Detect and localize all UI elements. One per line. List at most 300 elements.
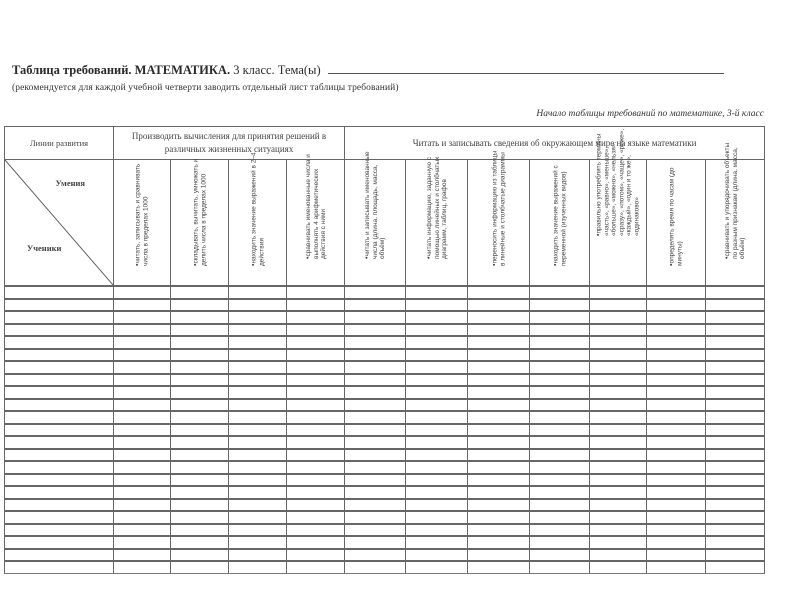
student-name-cell[interactable]: [5, 411, 114, 424]
skill-mark-cell[interactable]: [229, 386, 287, 399]
skill-mark-cell[interactable]: [287, 549, 345, 562]
skill-mark-cell[interactable]: [406, 474, 468, 487]
skill-mark-cell[interactable]: [287, 411, 345, 424]
skill-mark-cell[interactable]: [468, 436, 530, 449]
skill-mark-cell[interactable]: [706, 549, 765, 562]
skill-mark-cell[interactable]: [530, 311, 590, 324]
skill-mark-cell[interactable]: [468, 549, 530, 562]
skill-mark-cell[interactable]: [114, 299, 171, 312]
skill-mark-cell[interactable]: [345, 474, 406, 487]
skill-mark-cell[interactable]: [345, 499, 406, 512]
student-row: [5, 386, 765, 399]
skill-mark-cell[interactable]: [345, 461, 406, 474]
skill-mark-cell[interactable]: [706, 474, 765, 487]
skill-mark-cell[interactable]: [406, 536, 468, 549]
skill-mark-cell[interactable]: [345, 549, 406, 562]
skill-mark-cell[interactable]: [406, 411, 468, 424]
skill-mark-cell[interactable]: [171, 336, 229, 349]
skill-mark-cell[interactable]: [229, 524, 287, 537]
skill-mark-cell[interactable]: [706, 461, 765, 474]
student-name-cell[interactable]: [5, 511, 114, 524]
skill-mark-cell[interactable]: [406, 449, 468, 462]
skill-header: [287, 153, 345, 287]
student-row: [5, 499, 765, 512]
skill-mark-cell[interactable]: [345, 361, 406, 374]
skill-mark-cell[interactable]: [590, 549, 647, 562]
skill-mark-cell[interactable]: [229, 536, 287, 549]
subnote: (рекомендуется для каждой учебной четверти заводить отдельный лист таблицы требований): [12, 83, 399, 93]
skill-mark-cell[interactable]: [706, 536, 765, 549]
skill-mark-cell[interactable]: [468, 299, 530, 312]
skill-mark-cell[interactable]: [530, 411, 590, 424]
skill-mark-cell[interactable]: [114, 461, 171, 474]
skill-mark-cell[interactable]: [171, 474, 229, 487]
skill-mark-cell[interactable]: [530, 524, 590, 537]
skill-mark-cell[interactable]: [590, 411, 647, 424]
skill-mark-cell[interactable]: [406, 486, 468, 499]
skill-mark-cell[interactable]: [530, 424, 590, 437]
skill-mark-cell[interactable]: [590, 299, 647, 312]
skill-mark-cell[interactable]: [590, 536, 647, 549]
skill-mark-cell[interactable]: [647, 436, 706, 449]
skill-mark-cell[interactable]: [647, 499, 706, 512]
skill-mark-cell[interactable]: [287, 561, 345, 573]
skill-mark-cell[interactable]: [171, 486, 229, 499]
skill-header: [114, 160, 171, 287]
skill-mark-cell[interactable]: [468, 486, 530, 499]
skill-mark-cell[interactable]: [406, 461, 468, 474]
skill-mark-cell[interactable]: [706, 286, 765, 299]
skill-mark-cell[interactable]: [229, 449, 287, 462]
skill-mark-cell[interactable]: [114, 549, 171, 562]
skill-mark-cell[interactable]: [706, 449, 765, 462]
skill-mark-cell[interactable]: [406, 361, 468, 374]
student-row: [5, 299, 765, 312]
skill-mark-cell[interactable]: [171, 311, 229, 324]
skill-mark-cell[interactable]: [229, 499, 287, 512]
skill-mark-cell[interactable]: [468, 336, 530, 349]
skill-mark-cell[interactable]: [345, 336, 406, 349]
skill-mark-cell[interactable]: [114, 561, 171, 573]
skill-mark-cell[interactable]: [114, 324, 171, 337]
skill-mark-cell[interactable]: [171, 449, 229, 462]
skill-mark-cell[interactable]: [406, 311, 468, 324]
skill-mark-cell[interactable]: [406, 399, 468, 412]
student-name-cell[interactable]: [5, 536, 114, 549]
skill-mark-cell[interactable]: [706, 436, 765, 449]
skill-mark-cell[interactable]: [114, 536, 171, 549]
skill-mark-cell[interactable]: [229, 399, 287, 412]
skill-mark-cell[interactable]: [287, 349, 345, 362]
skill-mark-cell[interactable]: [287, 436, 345, 449]
skill-mark-cell[interactable]: [530, 549, 590, 562]
skill-mark-cell[interactable]: [171, 361, 229, 374]
skill-mark-cell[interactable]: [468, 511, 530, 524]
student-name-cell[interactable]: [5, 374, 114, 387]
skill-mark-cell[interactable]: [468, 561, 530, 573]
skill-mark-cell[interactable]: [647, 361, 706, 374]
skill-mark-cell[interactable]: [706, 499, 765, 512]
skill-mark-cell[interactable]: [706, 386, 765, 399]
skill-mark-cell[interactable]: [706, 486, 765, 499]
skill-mark-cell[interactable]: [590, 424, 647, 437]
skill-mark-cell[interactable]: [530, 486, 590, 499]
student-name-cell[interactable]: [5, 299, 114, 312]
skill-mark-cell[interactable]: [706, 336, 765, 349]
skill-mark-cell[interactable]: [287, 299, 345, 312]
skill-mark-cell[interactable]: [287, 424, 345, 437]
skill-mark-cell[interactable]: [229, 461, 287, 474]
student-row: [5, 286, 765, 299]
skill-mark-cell[interactable]: [229, 336, 287, 349]
skill-mark-cell[interactable]: [171, 561, 229, 573]
student-name-cell[interactable]: [5, 524, 114, 537]
skill-mark-cell[interactable]: [229, 324, 287, 337]
skill-mark-cell[interactable]: [345, 536, 406, 549]
skill-mark-cell[interactable]: [590, 561, 647, 573]
skill-mark-cell[interactable]: [406, 349, 468, 362]
skill-mark-cell[interactable]: [345, 436, 406, 449]
skill-mark-cell[interactable]: [114, 336, 171, 349]
student-name-cell[interactable]: [5, 399, 114, 412]
student-name-cell[interactable]: [5, 324, 114, 337]
skill-mark-cell[interactable]: [468, 449, 530, 462]
skill-mark-cell[interactable]: [706, 324, 765, 337]
skill-mark-cell[interactable]: [171, 549, 229, 562]
student-name-cell[interactable]: [5, 424, 114, 437]
skill-mark-cell[interactable]: [530, 336, 590, 349]
skill-mark-cell[interactable]: [468, 324, 530, 337]
skill-mark-cell[interactable]: [287, 524, 345, 537]
student-name-cell[interactable]: [5, 449, 114, 462]
skill-mark-cell[interactable]: [171, 499, 229, 512]
skill-mark-cell[interactable]: [468, 349, 530, 362]
student-name-cell[interactable]: [5, 386, 114, 399]
student-row: [5, 399, 765, 412]
skill-mark-cell[interactable]: [114, 499, 171, 512]
skill-mark-cell[interactable]: [287, 449, 345, 462]
skill-mark-cell[interactable]: [647, 511, 706, 524]
skill-mark-cell[interactable]: [287, 536, 345, 549]
student-name-cell[interactable]: [5, 486, 114, 499]
skill-mark-cell[interactable]: [287, 324, 345, 337]
skill-mark-cell[interactable]: [229, 474, 287, 487]
skill-mark-cell[interactable]: [114, 474, 171, 487]
student-name-cell[interactable]: [5, 549, 114, 562]
skill-mark-cell[interactable]: [229, 349, 287, 362]
skill-mark-cell[interactable]: [647, 311, 706, 324]
skill-mark-cell[interactable]: [287, 386, 345, 399]
skill-mark-cell[interactable]: [171, 411, 229, 424]
student-name-cell[interactable]: [5, 336, 114, 349]
student-row: [5, 524, 765, 537]
skill-mark-cell[interactable]: [647, 461, 706, 474]
skill-mark-cell[interactable]: [468, 374, 530, 387]
skill-mark-cell[interactable]: [590, 399, 647, 412]
student-name-cell[interactable]: [5, 474, 114, 487]
topic-underline: [328, 73, 724, 74]
skill-mark-cell[interactable]: [287, 499, 345, 512]
skill-mark-cell[interactable]: [406, 524, 468, 537]
skill-mark-cell[interactable]: [590, 486, 647, 499]
skill-mark-cell[interactable]: [530, 536, 590, 549]
skill-mark-cell[interactable]: [229, 299, 287, 312]
skill-mark-cell[interactable]: [287, 511, 345, 524]
skill-mark-cell[interactable]: [468, 411, 530, 424]
skill-mark-cell[interactable]: [706, 361, 765, 374]
student-name-cell[interactable]: [5, 286, 114, 299]
skill-header: [590, 128, 647, 287]
skill-mark-cell[interactable]: [406, 511, 468, 524]
skill-mark-cell[interactable]: [114, 449, 171, 462]
skill-mark-cell[interactable]: [530, 474, 590, 487]
skill-mark-cell[interactable]: [590, 461, 647, 474]
skill-mark-cell[interactable]: [468, 386, 530, 399]
skill-mark-cell[interactable]: [229, 361, 287, 374]
skill-mark-cell[interactable]: [345, 399, 406, 412]
skill-mark-cell[interactable]: [647, 549, 706, 562]
student-name-cell[interactable]: [5, 499, 114, 512]
skill-mark-cell[interactable]: [530, 361, 590, 374]
skill-mark-cell[interactable]: [706, 424, 765, 437]
skill-mark-cell[interactable]: [590, 311, 647, 324]
skill-mark-cell[interactable]: [468, 536, 530, 549]
skill-mark-cell[interactable]: [406, 336, 468, 349]
skill-mark-cell[interactable]: [287, 286, 345, 299]
skill-mark-cell[interactable]: [229, 486, 287, 499]
student-name-cell[interactable]: [5, 461, 114, 474]
skill-mark-cell[interactable]: [345, 374, 406, 387]
skill-mark-cell[interactable]: [706, 349, 765, 362]
skill-mark-cell[interactable]: [406, 499, 468, 512]
skill-mark-cell[interactable]: [706, 511, 765, 524]
skill-mark-cell[interactable]: [229, 311, 287, 324]
skill-mark-cell[interactable]: [468, 361, 530, 374]
skill-mark-cell[interactable]: [706, 374, 765, 387]
skill-mark-cell[interactable]: [706, 524, 765, 537]
skill-mark-cell[interactable]: [406, 286, 468, 299]
skill-mark-cell[interactable]: [647, 386, 706, 399]
skill-mark-cell[interactable]: [345, 286, 406, 299]
student-row: [5, 424, 765, 437]
skill-mark-cell[interactable]: [647, 536, 706, 549]
skill-mark-cell[interactable]: [530, 436, 590, 449]
skill-mark-cell[interactable]: [468, 499, 530, 512]
student-row: [5, 324, 765, 337]
student-row: [5, 486, 765, 499]
skill-mark-cell[interactable]: [171, 374, 229, 387]
skill-mark-cell[interactable]: [647, 524, 706, 537]
skill-mark-cell[interactable]: [345, 349, 406, 362]
skill-mark-cell[interactable]: [706, 411, 765, 424]
skill-mark-cell[interactable]: [706, 399, 765, 412]
skill-mark-cell[interactable]: [229, 436, 287, 449]
student-name-cell[interactable]: [5, 361, 114, 374]
skill-header: [647, 160, 706, 287]
skill-mark-cell[interactable]: [229, 561, 287, 573]
skill-mark-cell[interactable]: [530, 511, 590, 524]
skill-mark-cell[interactable]: [229, 411, 287, 424]
skill-mark-cell[interactable]: [345, 511, 406, 524]
skill-mark-cell[interactable]: [647, 474, 706, 487]
skill-mark-cell[interactable]: [706, 561, 765, 573]
skill-mark-cell[interactable]: [406, 299, 468, 312]
skill-mark-cell[interactable]: [406, 436, 468, 449]
skill-mark-cell[interactable]: [171, 286, 229, 299]
skill-mark-cell[interactable]: [171, 349, 229, 362]
skill-mark-cell[interactable]: [468, 286, 530, 299]
skill-mark-cell[interactable]: [114, 361, 171, 374]
skill-mark-cell[interactable]: [114, 374, 171, 387]
skill-mark-cell[interactable]: [468, 461, 530, 474]
skill-mark-cell[interactable]: [647, 374, 706, 387]
skill-mark-cell[interactable]: [590, 361, 647, 374]
skill-mark-cell[interactable]: [287, 336, 345, 349]
skill-mark-cell[interactable]: [406, 561, 468, 573]
skill-mark-cell[interactable]: [706, 311, 765, 324]
skill-mark-cell[interactable]: [468, 424, 530, 437]
skill-mark-cell[interactable]: [114, 386, 171, 399]
skill-mark-cell[interactable]: [590, 336, 647, 349]
skill-mark-cell[interactable]: [406, 424, 468, 437]
skill-mark-cell[interactable]: [171, 399, 229, 412]
skill-mark-cell[interactable]: [590, 349, 647, 362]
skill-mark-cell[interactable]: [171, 424, 229, 437]
skill-mark-cell[interactable]: [530, 449, 590, 462]
skill-mark-cell[interactable]: [114, 349, 171, 362]
skill-mark-cell[interactable]: [647, 399, 706, 412]
skill-mark-cell[interactable]: [530, 386, 590, 399]
skill-mark-cell[interactable]: [345, 524, 406, 537]
skill-mark-cell[interactable]: [229, 549, 287, 562]
student-name-cell[interactable]: [5, 311, 114, 324]
skill-text: • сравнивать именованные числа и выполнять 4 арифметических действия с ними: [304, 142, 327, 259]
student-name-cell[interactable]: [5, 349, 114, 362]
skill-mark-cell[interactable]: [287, 311, 345, 324]
skill-mark-cell[interactable]: [468, 524, 530, 537]
skill-mark-cell[interactable]: [406, 549, 468, 562]
student-row: [5, 436, 765, 449]
skill-mark-cell[interactable]: [406, 386, 468, 399]
skill-mark-cell[interactable]: [647, 286, 706, 299]
skill-header: [345, 150, 406, 287]
skill-mark-cell[interactable]: [590, 386, 647, 399]
skill-mark-cell[interactable]: [590, 286, 647, 299]
skill-text: • сравнивать и упорядочивать объекты по разным признакам (длина, масса, объём): [724, 142, 747, 259]
skill-text: • переносить информацию из таблицы в линейные и столбчатые диаграммы: [491, 149, 506, 266]
skill-mark-cell[interactable]: [590, 524, 647, 537]
skill-mark-cell[interactable]: [530, 324, 590, 337]
document-title: [12, 63, 724, 78]
group-header-reading-writing: Читать и записывать сведения об окружающем мире на языке математики: [345, 127, 765, 160]
skill-mark-cell[interactable]: [530, 461, 590, 474]
skill-mark-cell[interactable]: [468, 474, 530, 487]
skill-mark-cell[interactable]: [647, 561, 706, 573]
skill-mark-cell[interactable]: [530, 286, 590, 299]
skill-mark-cell[interactable]: [114, 286, 171, 299]
skill-mark-cell[interactable]: [345, 486, 406, 499]
skill-mark-cell[interactable]: [114, 511, 171, 524]
skill-mark-cell[interactable]: [114, 311, 171, 324]
skill-mark-cell[interactable]: [171, 386, 229, 399]
skill-mark-cell[interactable]: [171, 524, 229, 537]
skill-mark-cell[interactable]: [647, 336, 706, 349]
skill-mark-cell[interactable]: [468, 311, 530, 324]
skill-mark-cell[interactable]: [706, 299, 765, 312]
skill-mark-cell[interactable]: [171, 461, 229, 474]
skill-mark-cell[interactable]: [345, 449, 406, 462]
skill-mark-cell[interactable]: [114, 486, 171, 499]
skill-mark-cell[interactable]: [114, 524, 171, 537]
skill-mark-cell[interactable]: [287, 374, 345, 387]
skill-mark-cell[interactable]: [530, 399, 590, 412]
skill-mark-cell[interactable]: [590, 499, 647, 512]
skill-mark-cell[interactable]: [530, 299, 590, 312]
skill-mark-cell[interactable]: [229, 511, 287, 524]
skill-mark-cell[interactable]: [647, 411, 706, 424]
skill-mark-cell[interactable]: [114, 399, 171, 412]
skill-mark-cell[interactable]: [345, 386, 406, 399]
skill-mark-cell[interactable]: [590, 449, 647, 462]
skill-mark-cell[interactable]: [287, 474, 345, 487]
skill-mark-cell[interactable]: [530, 561, 590, 573]
skill-mark-cell[interactable]: [647, 324, 706, 337]
skill-mark-cell[interactable]: [287, 461, 345, 474]
skill-mark-cell[interactable]: [114, 411, 171, 424]
skill-mark-cell[interactable]: [647, 299, 706, 312]
skill-mark-cell[interactable]: [171, 436, 229, 449]
student-rows: [5, 286, 765, 573]
student-name-cell[interactable]: [5, 561, 114, 573]
skill-mark-cell[interactable]: [171, 511, 229, 524]
skill-mark-cell[interactable]: [530, 349, 590, 362]
skill-mark-cell[interactable]: [171, 536, 229, 549]
skill-mark-cell[interactable]: [345, 311, 406, 324]
skill-mark-cell[interactable]: [345, 411, 406, 424]
skill-mark-cell[interactable]: [647, 349, 706, 362]
skill-mark-cell[interactable]: [530, 374, 590, 387]
skill-mark-cell[interactable]: [590, 436, 647, 449]
skill-mark-cell[interactable]: [647, 486, 706, 499]
skill-mark-cell[interactable]: [406, 324, 468, 337]
skill-mark-cell[interactable]: [114, 424, 171, 437]
skill-mark-cell[interactable]: [229, 374, 287, 387]
skill-mark-cell[interactable]: [647, 424, 706, 437]
skill-mark-cell[interactable]: [647, 449, 706, 462]
skill-mark-cell[interactable]: [229, 286, 287, 299]
skill-mark-cell[interactable]: [530, 499, 590, 512]
skill-mark-cell[interactable]: [287, 399, 345, 412]
skill-mark-cell[interactable]: [345, 561, 406, 573]
skill-mark-cell[interactable]: [287, 486, 345, 499]
skill-mark-cell[interactable]: [287, 361, 345, 374]
skill-mark-cell[interactable]: [590, 474, 647, 487]
skill-mark-cell[interactable]: [590, 324, 647, 337]
skill-mark-cell[interactable]: [345, 324, 406, 337]
skill-mark-cell[interactable]: [406, 374, 468, 387]
skill-mark-cell[interactable]: [171, 299, 229, 312]
skill-mark-cell[interactable]: [229, 424, 287, 437]
skill-mark-cell[interactable]: [590, 511, 647, 524]
skill-mark-cell[interactable]: [345, 424, 406, 437]
skill-mark-cell[interactable]: [468, 399, 530, 412]
skill-mark-cell[interactable]: [345, 299, 406, 312]
student-row: [5, 561, 765, 573]
skill-mark-cell[interactable]: [171, 324, 229, 337]
skill-mark-cell[interactable]: [590, 374, 647, 387]
student-name-cell[interactable]: [5, 436, 114, 449]
skill-mark-cell[interactable]: [114, 436, 171, 449]
